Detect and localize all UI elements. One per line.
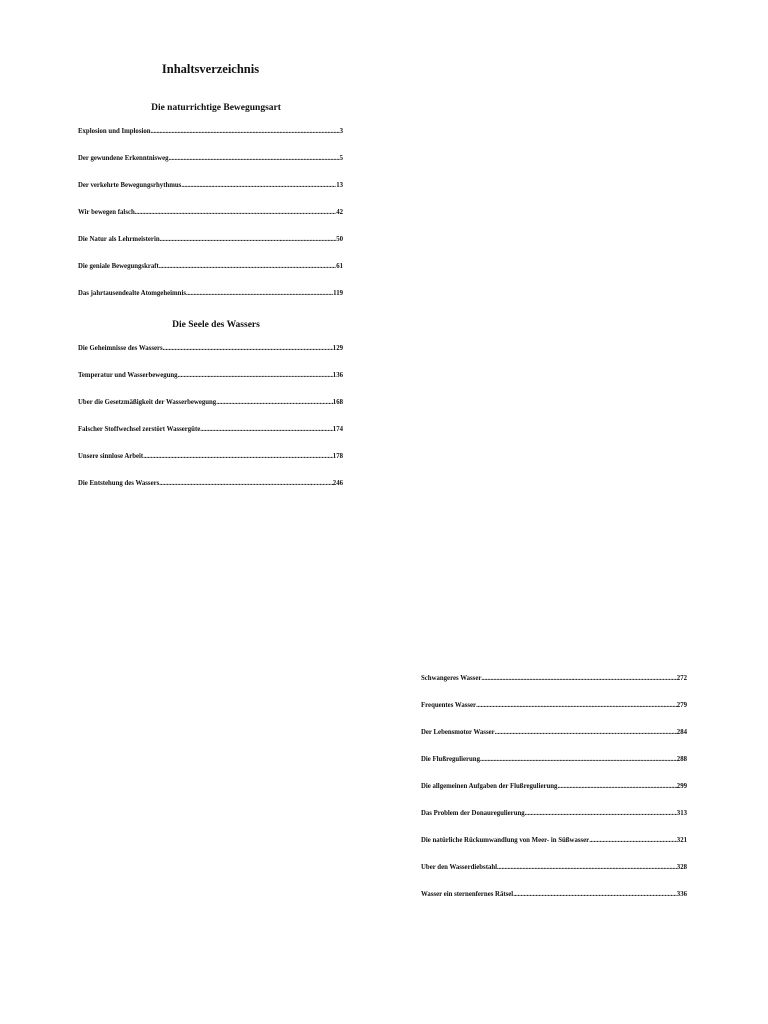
- toc-entry: [78, 155, 343, 165]
- toc-dot-leader: [135, 209, 336, 216]
- toc-entry-page-number: 272: [676, 675, 687, 682]
- toc-entry-page-number: 246: [332, 480, 343, 487]
- toc-dot-leader: [143, 453, 333, 460]
- toc-entry: [421, 702, 687, 712]
- toc-dot-leader: [481, 675, 676, 682]
- toc-entry-page-number: 328: [676, 864, 687, 871]
- toc-entry: [78, 453, 343, 463]
- toc-entry-title: Die Geheimnisse des Wassers: [78, 345, 163, 352]
- toc-title: Inhaltsverzeichnis: [161, 62, 260, 76]
- section-heading-seele-des-wassers: Die Seele des Wassers: [172, 320, 260, 330]
- toc-entry-title: Frequentes Wasser: [421, 702, 477, 709]
- toc-entry: [421, 756, 687, 766]
- toc-entry-page-number: 3: [339, 128, 343, 135]
- toc-entry-title: Das Problem der Donauregulierung: [421, 810, 525, 817]
- toc-dot-leader: [151, 128, 340, 135]
- toc-entry-page-number: 136: [332, 372, 343, 379]
- toc-dot-leader: [497, 864, 677, 871]
- toc-entry-title: Das jahrtausendealte Atomgeheimnis: [78, 290, 186, 297]
- toc-entry: [78, 209, 343, 219]
- toc-dot-leader: [181, 182, 336, 189]
- toc-entry: [78, 263, 343, 273]
- toc-entry-title: Explosion und Implosion: [78, 128, 151, 135]
- toc-dot-leader: [216, 399, 333, 406]
- toc-entry-page-number: 119: [333, 290, 343, 297]
- toc-entry-title: Wasser ein sternenfernes Rätsel: [421, 891, 514, 898]
- section-heading-bewegungsart: Die naturrichtige Bewegungsart: [151, 103, 281, 113]
- toc-dot-leader: [160, 236, 337, 243]
- toc-entry-page-number: 129: [332, 345, 343, 352]
- toc-dot-leader: [495, 729, 677, 736]
- toc-entry-page-number: 313: [676, 810, 687, 817]
- toc-dot-leader: [159, 480, 333, 487]
- toc-entry: [421, 810, 687, 820]
- toc-entry-title: Die Natur als Lehrmeisterin: [78, 236, 160, 243]
- toc-dot-leader: [186, 290, 333, 297]
- toc-entry-page-number: 336: [676, 891, 687, 898]
- toc-entry-page-number: 288: [676, 756, 687, 763]
- toc-entry: [78, 399, 343, 409]
- toc-entry: [78, 128, 343, 138]
- toc-dot-leader: [178, 372, 333, 379]
- toc-entry: [78, 480, 343, 490]
- toc-entry: [421, 864, 687, 874]
- toc-entry: [78, 236, 343, 246]
- toc-entry: [78, 290, 343, 300]
- toc-entry-title: Temperatur und Wasserbewegung: [78, 372, 178, 379]
- toc-entry-page-number: 299: [676, 783, 687, 790]
- toc-dot-leader: [513, 891, 677, 898]
- toc-entry-title: Der verkehrte Bewegungsrhythmus: [78, 182, 182, 189]
- toc-entry-title: Über den Wasserdiebstahl: [421, 864, 498, 871]
- toc-entry-page-number: 13: [336, 182, 343, 189]
- toc-entry-title: Falscher Stoffwechsel zerstört Wassergüte: [78, 426, 201, 433]
- toc-entry-page-number: 279: [676, 702, 687, 709]
- toc-entry-page-number: 178: [332, 453, 343, 460]
- toc-dot-leader: [480, 756, 677, 763]
- toc-entry-title: Die geniale Bewegungskraft: [78, 263, 159, 270]
- toc-entry-page-number: 168: [332, 399, 343, 406]
- toc-entry: [78, 426, 343, 436]
- toc-entry: [78, 345, 343, 355]
- toc-entry: [78, 182, 343, 192]
- toc-entry-title: Wir bewegen falsch: [78, 209, 135, 216]
- toc-entry-page-number: 42: [336, 209, 343, 216]
- toc-entry-title: Die Flußregulierung: [421, 756, 480, 763]
- toc-entry: [421, 783, 687, 793]
- toc-entry-title: Die natürliche Rückumwandlung von Meer- in Süßwasser: [421, 837, 590, 844]
- toc-entry-page-number: 284: [676, 729, 687, 736]
- toc-entry: [421, 891, 687, 901]
- toc-dot-leader: [200, 426, 333, 433]
- toc-entry-title: Der gewundene Erkenntnisweg: [78, 155, 169, 162]
- toc-entry: [421, 675, 687, 685]
- toc-entry: [421, 729, 687, 739]
- toc-dot-leader: [163, 345, 333, 352]
- toc-entry-page-number: 61: [336, 263, 343, 270]
- toc-dot-leader: [159, 263, 336, 270]
- toc-dot-leader: [169, 155, 340, 162]
- toc-entry-title: Die Entstehung des Wassers: [78, 480, 160, 487]
- toc-entry-title: Der Lebensmotor Wasser: [421, 729, 495, 736]
- toc-dot-leader: [557, 783, 676, 790]
- toc-entry-title: Unsere sinnlose Arbeit: [78, 453, 144, 460]
- toc-entry-page-number: 50: [336, 236, 343, 243]
- toc-entry-title: Über die Gesetzmäßigkeit der Wasserbewegung: [78, 399, 217, 406]
- toc-entry-page-number: 321: [676, 837, 687, 844]
- toc-entry: [78, 372, 343, 382]
- toc-dot-leader: [589, 837, 677, 844]
- toc-entry-title: Schwangeres Wasser: [421, 675, 482, 682]
- toc-dot-leader: [476, 702, 677, 709]
- toc-dot-leader: [525, 810, 677, 817]
- toc-entry-title: Die allgemeinen Aufgaben der Flußregulierung: [421, 783, 558, 790]
- toc-entry-page-number: 174: [332, 426, 343, 433]
- toc-entry-page-number: 5: [339, 155, 343, 162]
- toc-entry: [421, 837, 687, 847]
